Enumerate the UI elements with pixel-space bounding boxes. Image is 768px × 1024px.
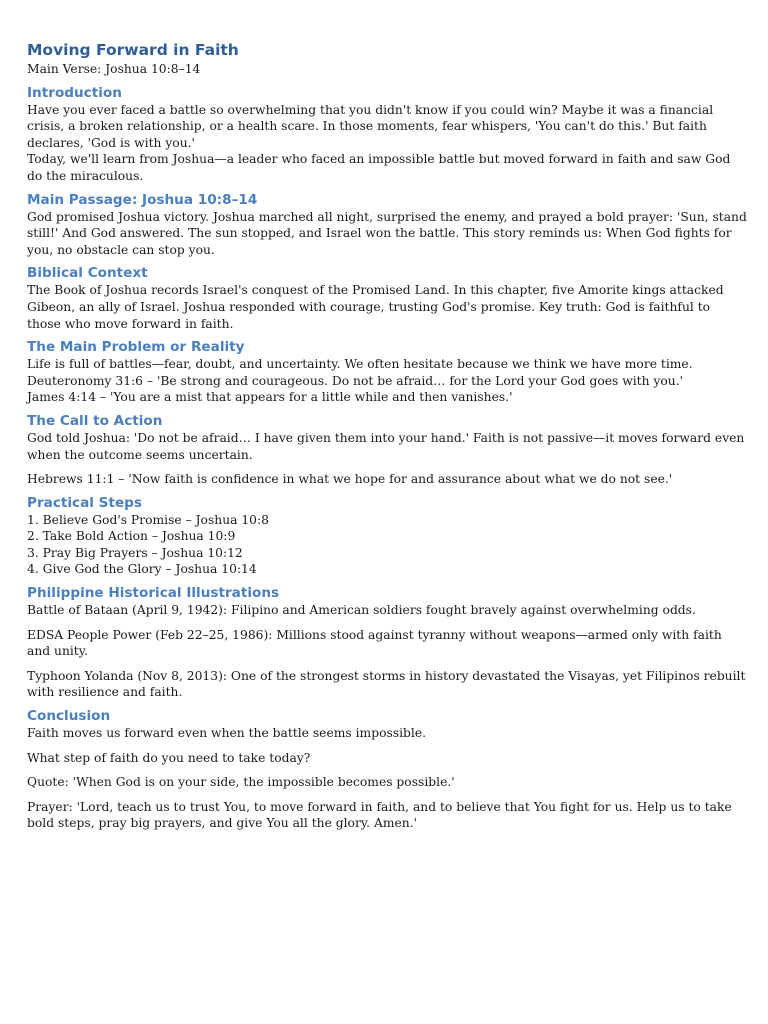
section-main-passage	[27, 191, 747, 259]
heading-conclusion: Conclusion	[27, 708, 111, 725]
conclusion-paragraph-1: Faith moves us forward even when the battle seems impossible.	[27, 726, 427, 741]
document-title: Moving Forward in Faith	[27, 41, 239, 59]
heading-introduction: Introduction	[27, 84, 122, 101]
list-item: 2. Take Bold Action – Joshua 10:9	[27, 529, 236, 544]
main-verse: Main Verse: Joshua 10:8–14	[27, 62, 201, 76]
section-practical-steps	[27, 494, 747, 578]
illustration-bataan: Battle of Bataan (April 9, 1942): Filipino and American soldiers fought bravely against overwhelming odds.	[27, 603, 696, 618]
conclusion-question: What step of faith do you need to take today?	[27, 750, 311, 765]
call-to-action-paragraph-2: Hebrews 11:1 – 'Now faith is confidence in what we hope for and assurance about what we do not see.'	[27, 472, 673, 487]
list-item: 1. Believe God's Promise – Joshua 10:8	[27, 512, 269, 527]
biblical-context-paragraph: The Book of Joshua records Israel's conquest of the Promised Land. In this chapter, five Amorite kings attacked Gibeon, an ally of Israel. Joshua responded with courage, trusting God's promise. Key truth: God is faithful to those who move forward in faith.	[27, 283, 724, 331]
introduction-paragraph-2: Today, we'll learn from Joshua—a leader who faced an impossible battle but moved forward in faith and saw God do the miraculous.	[27, 152, 731, 183]
call-to-action-paragraph-1: God told Joshua: 'Do not be afraid… I have given them into your hand.' Faith is not passive—it moves forward even when the outcome seems uncertain.	[27, 430, 745, 462]
section-biblical-context	[27, 264, 747, 332]
list-item: 4. Give God the Glory – Joshua 10:14	[27, 562, 257, 577]
section-conclusion	[27, 707, 747, 832]
section-call-to-action	[27, 412, 747, 488]
heading-main-passage: Main Passage: Joshua 10:8–14	[27, 191, 258, 208]
main-passage-paragraph: God promised Joshua victory. Joshua marched all night, surprised the enemy, and prayed a bold prayer: 'Sun, stand still!' And God answered. The sun stopped, and Israel won the battle. This story reminds us: When God fights for you, no obstacle can stop you.	[27, 209, 747, 257]
list-item: 3. Pray Big Prayers – Joshua 10:12	[27, 545, 243, 560]
illustration-yolanda: Typhoon Yolanda (Nov 8, 2013): One of the strongest storms in history devastated the Visayas, yet Filipinos rebuilt with resilience and faith.	[27, 668, 746, 700]
main-problem-line-3: James 4:14 – 'You are a mist that appears for a little while and then vanishes.'	[27, 390, 513, 405]
section-introduction	[27, 84, 747, 185]
document-page	[27, 40, 747, 832]
conclusion-quote: Quote: 'When God is on your side, the impossible becomes possible.'	[27, 775, 455, 790]
main-problem-line-1: Life is full of battles—fear, doubt, and uncertainty. We often hesitate because we think we have more time.	[27, 357, 693, 372]
introduction-paragraph-1: Have you ever faced a battle so overwhelming that you didn't know if you could win? Maybe it was a financial crisis, a broken relationship, or a health scare. In those moments, fear whispers, 'You can't do this.' But faith declares, 'God is with you.'	[27, 102, 714, 150]
section-illustrations	[27, 584, 747, 701]
illustration-edsa: EDSA People Power (Feb 22–25, 1986): Millions stood against tyranny without weapons—armed only with faith and unity.	[27, 627, 722, 659]
heading-call-to-action: The Call to Action	[27, 412, 163, 429]
heading-biblical-context: Biblical Context	[27, 265, 148, 282]
main-problem-line-2: Deuteronomy 31:6 – 'Be strong and courageous. Do not be afraid… for the Lord your God goes with you.'	[27, 373, 684, 388]
heading-main-problem: The Main Problem or Reality	[27, 339, 245, 356]
conclusion-prayer: Prayer: 'Lord, teach us to trust You, to move forward in faith, and to believe that You fight for us. Help us to take bold steps, pray big prayers, and give You all the glory. Amen.'	[27, 799, 732, 831]
heading-practical-steps: Practical Steps	[27, 494, 143, 511]
section-main-problem	[27, 338, 747, 406]
heading-illustrations: Philippine Historical Illustrations	[27, 585, 280, 602]
